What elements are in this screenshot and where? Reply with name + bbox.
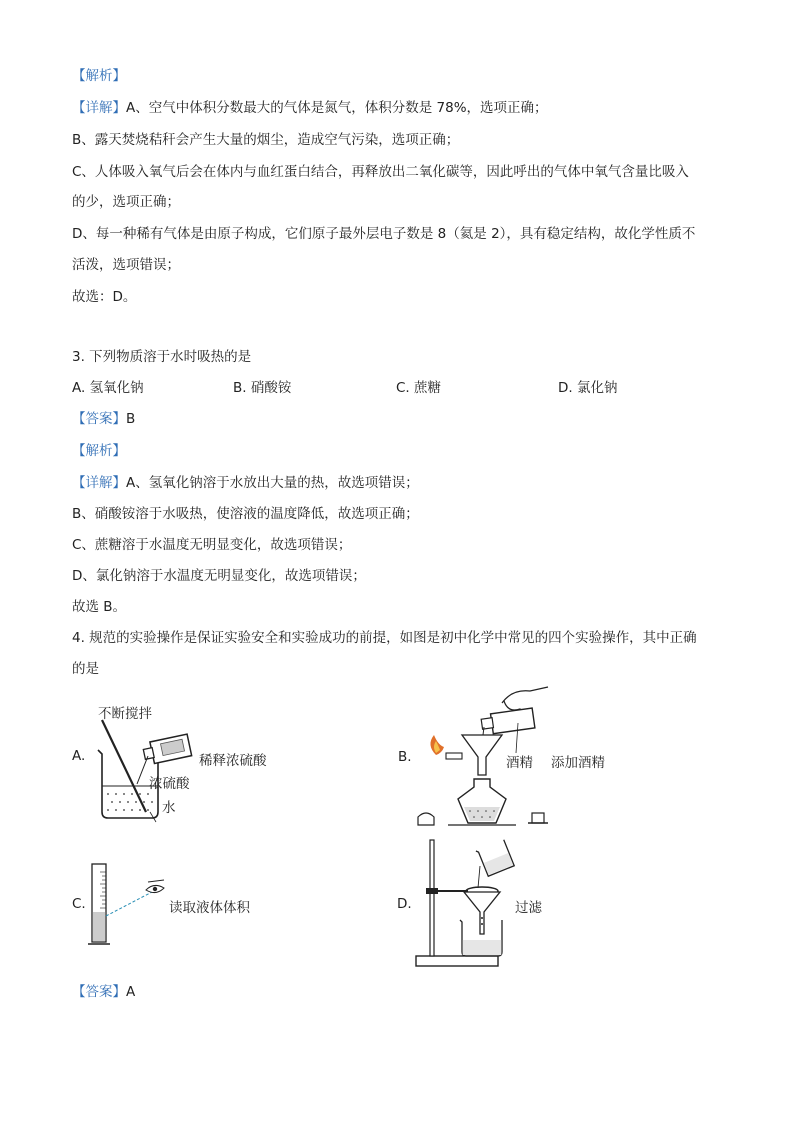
q4-answer: 【答案】A — [72, 984, 136, 1000]
q2-detail-line-3: C、人体吸入氧气后会在体内与血红蛋白结合，再释放出二氧化碳等，因此呼出的气体中氧气含量比吸入 — [72, 164, 689, 180]
q2-detail-line-2: B、露天焚烧秸秆会产生大量的烟尘，造成空气污染，选项正确； — [72, 132, 460, 148]
label-alcohol: 酒精 — [506, 755, 533, 771]
q2-detail-line-6: 活泼，选项错误； — [72, 257, 180, 273]
figure-a-letter: A. — [72, 748, 86, 764]
q3-option-b: B. 硝酸铵 — [233, 380, 292, 396]
q2-conclusion: 故选：D。 — [72, 289, 137, 305]
q3-detail-line-3: C、蔗糖溶于水温度无明显变化，故选项错误； — [72, 537, 352, 553]
q3-option-a: A. 氢氧化钠 — [72, 380, 144, 396]
q4-stem-line-1: 4. 规范的实验操作是保证实验安全和实验成功的前提，如图是初中化学中常见的四个实验操作，其中正确 — [72, 630, 697, 646]
q2-analysis-tag: 【解析】 — [72, 68, 126, 84]
q3-answer: 【答案】B — [72, 411, 136, 427]
figure-d-letter: D. — [397, 896, 412, 912]
figure-c-letter: C. — [72, 896, 86, 912]
label-stir-continuously: 不断搅拌 — [98, 706, 152, 722]
figure-b-letter: B. — [398, 749, 412, 765]
label-read-volume: 读取液体体积 — [169, 900, 250, 916]
q2-detail-line-1: 【详解】A、空气中体积分数最大的气体是氮气，体积分数是 78%，选项正确； — [72, 100, 548, 116]
q3-option-d: D. 氯化钠 — [558, 380, 618, 396]
q3-detail-line-4: D、氯化钠溶于水温度无明显变化，故选项错误； — [72, 568, 366, 584]
label-water: 水 — [162, 800, 176, 816]
q3-analysis-tag: 【解析】 — [72, 443, 126, 459]
figure-b-diagram — [412, 683, 562, 833]
q3-conclusion: 故选 B。 — [72, 599, 127, 615]
label-concentrated-acid: 浓硫酸 — [149, 776, 190, 792]
label-dilute-acid: 稀释浓硫酸 — [199, 753, 267, 769]
q2-detail-line-5: D、每一种稀有气体是由原子构成，它们原子最外层电子数是 8（氦是 2），具有稳定结构，故化学性质不 — [72, 226, 696, 242]
q3-detail-line-2: B、硝酸铵溶于水吸热，使溶液的温度降低，故选项正确； — [72, 506, 419, 522]
label-add-alcohol: 添加酒精 — [551, 755, 605, 771]
q3-stem: 3. 下列物质溶于水时吸热的是 — [72, 349, 252, 365]
q3-detail-line-1: 【详解】A、氢氧化钠溶于水放出大量的热，故选项错误； — [72, 475, 419, 491]
figure-c-diagram — [86, 860, 176, 950]
q4-stem-line-2: 的是 — [72, 661, 99, 677]
q3-option-c: C. 蔗糖 — [396, 380, 442, 396]
q2-detail-line-4: 的少，选项正确； — [72, 194, 180, 210]
label-filtration: 过滤 — [515, 900, 542, 916]
